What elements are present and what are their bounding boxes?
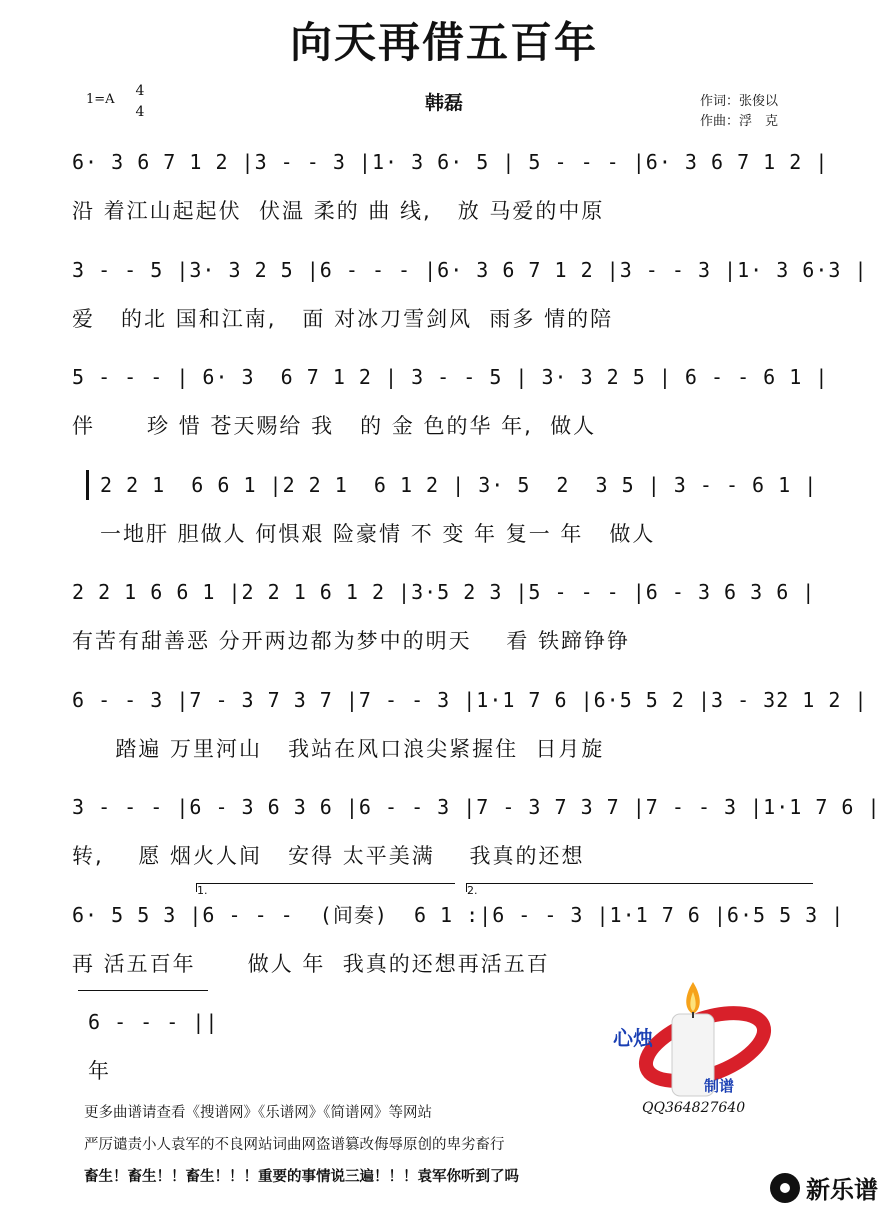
lyrics-row: 踏遍 万里河山 我站在风口浪尖紧握住 日月旋 [72,737,605,761]
brand-text: 新乐谱 [806,1176,878,1204]
volta-label-1: 1. [197,884,208,897]
lyrics-row: 爱 的北 国和江南, 面 对冰刀雪剑风 雨多 情的陪 [72,307,614,331]
record-disc-icon [770,1173,800,1203]
logo-text-1: 心烛 [613,1026,653,1050]
key-signature: 1=A [86,92,115,107]
volta-label-2: 2. [467,884,478,897]
notation-row: 6· 5 5 3 |6 - - - (间奏) 6 1 :|6 - - 3 |1·1 7 6 |6·5 5 3 | [72,903,845,927]
volta-bracket-2 [466,883,813,897]
song-title: 向天再借五百年 [289,18,598,67]
notation-row: 6· 3 6 7 1 2 |3 - - 3 |1· 3 6· 5 | 5 - - - |6· 3 6 7 1 2 | [72,150,829,174]
notation-row: 3 - - - |6 - 3 6 3 6 |6 - - 3 |7 - 3 7 3 7 |7 - - 3 |1·1 7 6 | [72,795,881,819]
footer-line-1: 更多曲谱请查看《搜谱网》《乐谱网》《简谱网》等网站 [84,1105,432,1121]
notation-row: 2 2 1 6 6 1 |2 2 1 6 1 2 |3·5 2 3 |5 - - - |6 - 3 6 3 6 | [72,580,816,604]
lyrics-row: 年 [88,1059,111,1083]
brand-watermark [770,1170,878,1205]
notation-row: 6 - - 3 |7 - 3 7 3 7 |7 - - 3 |1·1 7 6 |6·5 5 2 |3 - 32 1 2 | [72,688,868,712]
lyrics-row: 转, 愿 烟火人间 安得 太平美满 我真的还想 [72,844,585,868]
lyricist-credit: 作词：张俊以 [700,94,779,109]
volta-bracket-1 [196,883,455,897]
qq-number: QQ364827640 [642,1100,746,1116]
lyrics-row: 伴 珍 惜 苍天赐给 我 的 金 色的华 年, 做人 [72,414,597,438]
logo-text-2: 制谱 [704,1077,735,1095]
lyrics-row: 沿 着江山起起伏 伏温 柔的 曲 线, 放 马爱的中原 [72,199,605,223]
time-signature-top: 4 [135,83,145,99]
time-signature-bottom: 4 [135,104,145,120]
lyrics-row: 有苦有甜善恶 分开两边都为梦中的明天 看 铁蹄铮铮 [72,629,631,653]
footer-line-2: 严厉谴责小人袁军的不良网站词曲网盗谱篡改侮辱原创的卑劣畜行 [84,1137,505,1153]
notation-row: 6 - - - || [88,1010,219,1034]
composer-credit: 作曲：浮 克 [700,114,779,129]
lyrics-row: 一地肝 胆做人 何惧艰 险豪情 不 变 年 复一 年 做人 [100,522,656,546]
notation-row: 5 - - - | 6· 3 6 7 1 2 | 3 - - 5 | 3· 3 2 5 | 6 - - 6 1 | [72,365,829,389]
footer-line-3: 畜生！畜生！！畜生！！！重要的事情说三遍！！！袁军你听到了吗 [84,1169,519,1185]
notation-row: 2 2 1 6 6 1 |2 2 1 6 1 2 | 3· 5 2 3 5 | 3 - - 6 1 | [100,473,818,497]
lyrics-row: 再 活五百年 做人 年 我真的还想再活五百 [72,952,550,976]
singer-name: 韩磊 [424,92,463,114]
notation-row: 3 - - 5 |3· 3 2 5 |6 - - - |6· 3 6 7 1 2 |3 - - 3 |1· 3 6·3 | [72,258,868,282]
repeat-start-sign [86,470,95,500]
slur-line [78,990,208,999]
